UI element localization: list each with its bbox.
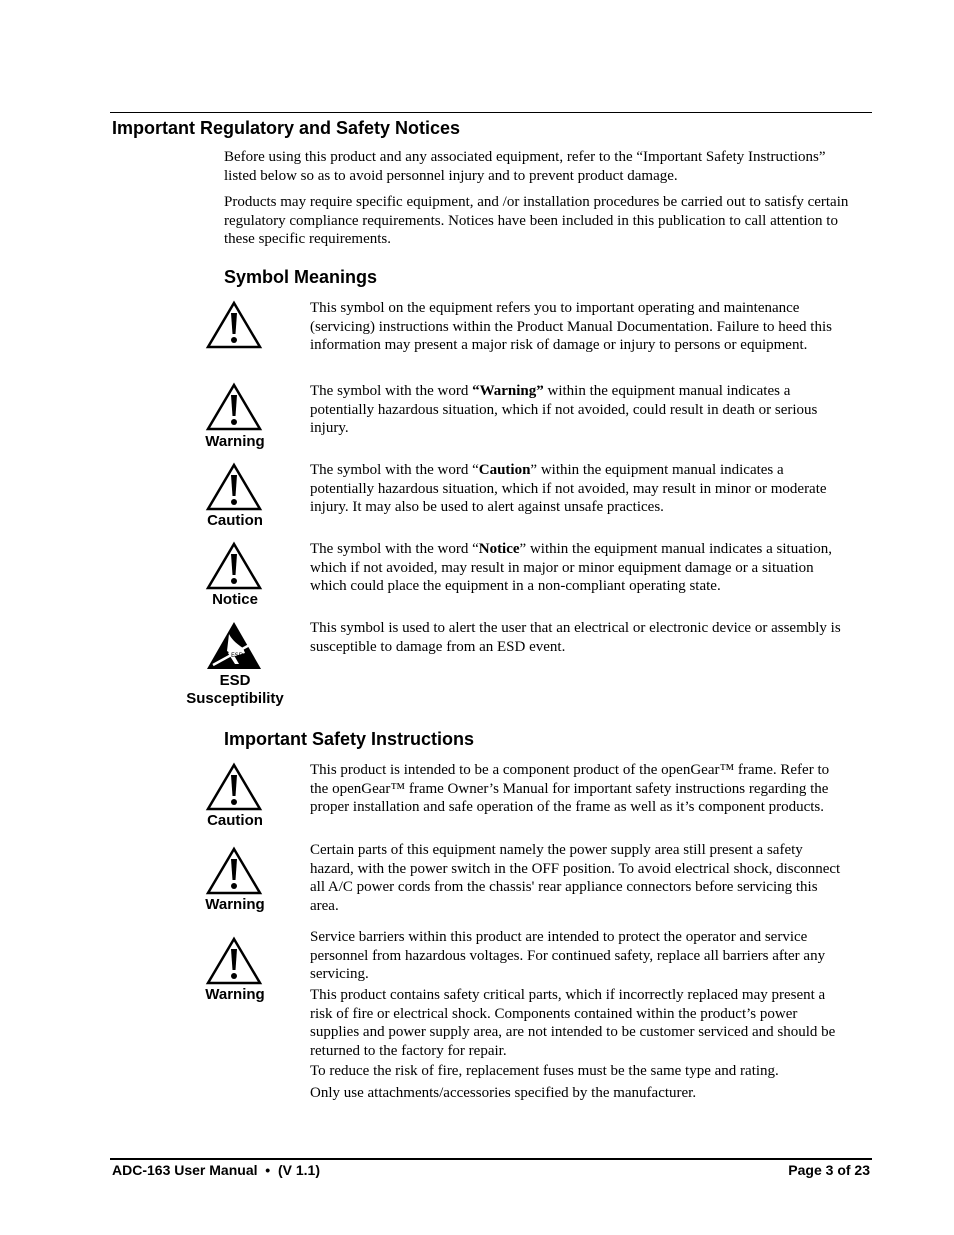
warning-label: Warning: [205, 433, 265, 450]
symbol-notice-text-after: ” within the equipment manual indicates a situation, which if not avoided, may result in major or minor equipment damage or a situation which could place the equipment in a non-compliant operating state.: [310, 541, 832, 595]
page-heading: Important Regulatory and Safety Notices: [112, 118, 461, 138]
caution-icon: [205, 462, 265, 512]
footer-version: (V 1.1): [277, 1162, 320, 1178]
safety-instructions-heading: Important Safety Instructions: [224, 729, 475, 749]
warning-icon: [205, 382, 265, 432]
footer-manual-info: [112, 1162, 320, 1178]
warning-icon: [205, 936, 265, 986]
symbol-caution-text-bold: Caution: [478, 462, 531, 478]
symbol-caution-text-before: The symbol with the word “: [310, 462, 479, 478]
symbol-warning-text-after: within the equipment manual indicates a potentially hazardous situation, which if not avoided, could result in death or serious injury.: [310, 383, 818, 437]
symbol-notice-text: [310, 540, 842, 596]
symbol-caution-text-after: ” within the equipment manual indicates a potentially hazardous situation, which if not avoided, may result in minor or moderate injury. It may also be used to alert against unsafe practices.: [310, 462, 827, 516]
caution-label: Caution: [207, 512, 263, 529]
warning-label: Warning: [205, 896, 265, 913]
safety-fuses-text: To reduce the risk of fire, replacement fuses must be the same type and rating.: [310, 1063, 779, 1079]
symbol-general-text: This symbol on the equipment refers you to important operating and maintenance (servicing) instructions within the Product Manual Documentation. Failure to heed this information may present a major risk of damage or injury to persons or equipment.: [310, 300, 832, 354]
footer-bullet: •: [265, 1162, 271, 1178]
footer-page-number: Page 3 of 23: [788, 1162, 870, 1178]
symbol-notice-text-bold: Notice: [478, 541, 520, 557]
symbol-esd-text: This symbol is used to alert the user that an electrical or electronic device or assembly is susceptible to damage from an ESD event.: [310, 620, 841, 655]
notice-icon: [205, 541, 265, 591]
intro-paragraph-1: Before using this product and any associated equipment, refer to the “Important Safety Instructions” listed below so as to avoid personnel injury and to prevent product damage.: [224, 149, 826, 184]
caution-label: Caution: [207, 812, 263, 829]
svg-text:ESD: ESD: [231, 652, 244, 659]
symbol-warning-text-before: The symbol with the word: [310, 383, 473, 399]
symbol-caution-text: [310, 461, 842, 517]
safety-warning-text: Certain parts of this equipment namely the power supply area still present a safety hazard, with the power switch in the OFF position. To avoid electrical shock, disconnect all A/C power cords from the chassis' rear appliance connectors before servicing this area.: [310, 842, 841, 914]
caution-icon: [205, 762, 265, 812]
header-rule: [110, 112, 872, 113]
symbol-warning-text: [310, 382, 842, 438]
symbol-warning-text-bold: “Warning”: [472, 383, 544, 399]
symbol-notice-text-before: The symbol with the word “: [310, 541, 479, 557]
esd-label: [170, 672, 300, 708]
safety-critical-parts-text: This product contains safety critical parts, which if incorrectly replaced may present a risk of fire or electrical shock. Components contained within the product’s power supplies and power supply area, are not intended to be customer serviced and should be returned to the factory for repair.: [310, 987, 836, 1059]
symbol-meanings-heading: Symbol Meanings: [224, 267, 378, 287]
footer-rule: [110, 1158, 872, 1160]
general-warning-icon: [205, 300, 265, 350]
esd-label-line2: Susceptibility: [186, 690, 284, 707]
safety-barriers-text: Service barriers within this product are intended to protect the operator and service personnel from hazardous voltages. For continued safety, replace all barriers after any servicing.: [310, 929, 826, 983]
footer-manual-title: ADC-163 User Manual: [112, 1162, 258, 1178]
intro-paragraph-2: Products may require specific equipment, and /or installation procedures be carried out to satisfy certain regulatory compliance requirements. Notices have been included in this publication to call attention to these specific requirements.: [224, 194, 849, 248]
safety-caution-text: This product is intended to be a component product of the openGear™ frame. Refer to the openGear™ frame Owner’s Manual for important safety instructions regarding the proper installation and safe operation of the frame as well as it’s component products.: [310, 762, 830, 816]
safety-attachments-text: Only use attachments/accessories specified by the manufacturer.: [310, 1085, 697, 1101]
esd-label-line1: ESD: [219, 672, 251, 689]
warning-icon: [205, 846, 265, 896]
notice-label: Notice: [212, 591, 258, 608]
esd-icon: [205, 620, 265, 672]
warning-label: Warning: [205, 986, 265, 1003]
